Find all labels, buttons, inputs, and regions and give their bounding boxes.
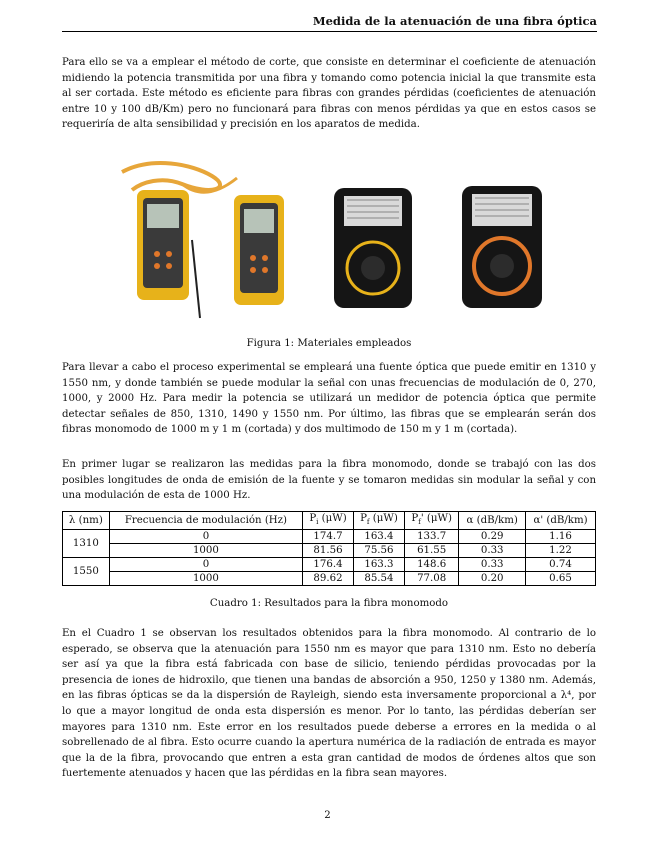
cell-pf: 75.56 xyxy=(353,544,404,558)
figure-caption: Figura 1: Materiales empleados xyxy=(246,338,412,349)
power-meter-right xyxy=(234,195,284,305)
col-frequency: Frecuencia de modulación (Hz) xyxy=(109,512,302,530)
cell-lambda: 1310 xyxy=(63,530,110,558)
results-table xyxy=(62,511,596,586)
paragraph-setup: Para llevar a cabo el proceso experimental se empleará una fuente óptica que puede emitir en 1310 y 1550 nm, y donde también se puede modular la señal con unas frecuencias de modulación de 0, 270, 1000, y 2000 Hz. Para medir la potencia se utilizará un medidor de potencia óptica que permite detectar señales de 850, 1310, 1490 y 1550 nm. Por último, las fibras que se emplearán serán dos fibras monomodo de 1000 m y 1 m (cortada) y dos multimodo de 150 m y 1 m (cortada). xyxy=(62,362,596,436)
table-row xyxy=(63,544,596,558)
power-meter-left xyxy=(137,190,189,300)
cell-pf-prime: 61.55 xyxy=(405,544,459,558)
cell-freq: 0 xyxy=(109,558,302,572)
running-header: Medida de la atenuación de una fibra óptica xyxy=(62,14,597,32)
cell-pi: 81.56 xyxy=(303,544,354,558)
table-row xyxy=(63,572,596,586)
table-header-row xyxy=(63,512,596,530)
cell-alpha-prime: 1.16 xyxy=(526,530,596,544)
cell-pi: 89.62 xyxy=(303,572,354,586)
figure-materials xyxy=(62,160,596,330)
col-pf: $P_f$ (μW) xyxy=(353,512,404,530)
cell-alpha: 0.33 xyxy=(459,544,526,558)
page-number: 2 xyxy=(324,810,331,821)
orange-fiber-cable xyxy=(122,163,220,190)
cell-pi: 174.7 xyxy=(303,530,354,544)
cell-alpha-prime: 0.74 xyxy=(526,558,596,572)
paragraph-monomode: En primer lugar se realizaron las medidas para la fibra monomodo, donde se trabajó con las dos posibles longitudes de onda de emisión de la fuente y se tomaron medidas sin modular la señal y con una modulación de esta de 1000 Hz. xyxy=(62,459,596,502)
cell-freq: 1000 xyxy=(109,572,302,586)
cell-alpha-prime: 1.22 xyxy=(526,544,596,558)
cell-pf: 85.54 xyxy=(353,572,404,586)
cell-alpha-prime: 0.65 xyxy=(526,572,596,586)
cell-pf-prime: 133.7 xyxy=(405,530,459,544)
col-pf-prime: $P_f'$ (μW) xyxy=(405,512,459,530)
cell-freq: 0 xyxy=(109,530,302,544)
paragraph-method: Para ello se va a emplear el método de corte, que consiste en determinar el coeficiente de atenuación midiendo la potencia transmitida por una fibra y tomando como potencia inicial la que transmite esta al ser cortada. Este método es eficiente para fibras con grandes pérdidas (coeficientes de atenuación entre 10 y 100 dB/Km) pero no funcionará para fibras con menos pérdidas ya que en estos casos se requeriría de alta sensibilidad y precisión en los aparatos de medida. xyxy=(62,57,596,131)
cell-alpha: 0.33 xyxy=(459,558,526,572)
cell-freq: 1000 xyxy=(109,544,302,558)
cell-pi: 176.4 xyxy=(303,558,354,572)
col-alpha-prime: α' (dB/km) xyxy=(526,512,596,530)
col-pi: $P_i$ (μW) xyxy=(303,512,354,530)
table-row xyxy=(63,558,596,572)
cell-pf: 163.4 xyxy=(353,530,404,544)
table-row xyxy=(63,530,596,544)
col-alpha: α (dB/km) xyxy=(459,512,526,530)
cell-pf-prime: 148.6 xyxy=(405,558,459,572)
cell-lambda: 1550 xyxy=(63,558,110,586)
table-caption: Cuadro 1: Resultados para la fibra monomodo xyxy=(209,598,449,609)
fiber-spool-case-right xyxy=(462,186,542,308)
cell-alpha: 0.29 xyxy=(459,530,526,544)
fiber-spool-case-left xyxy=(334,188,412,308)
cell-pf-prime: 77.08 xyxy=(405,572,459,586)
col-lambda: λ (nm) xyxy=(63,512,110,530)
black-fiber-lead xyxy=(192,240,200,318)
cell-pf: 163.3 xyxy=(353,558,404,572)
paragraph-discussion: En el Cuadro 1 se observan los resultados obtenidos para la fibra monomodo. Al contrario de lo esperado, se observa que la atenuación para 1550 nm es mayor que para 1310 nm. Esto no debería ser así ya que la fibra está fabricada con base de silicio, teniendo pérdidas provocadas por la presencia de iones de hidroxilo, que tienen una bandas de absorción a 950, 1250 y 1380 nm. Además, en las fibras ópticas se da la dispersión de Rayleigh, siendo esta inversamente proporcional a λ⁴, por lo que a mayor longitud de onda esta dispersión es menor. Por lo tanto, las pérdidas deberían ser mayores para 1310 nm. Este error en los resultados puede deberse a errores en la medida o al sobrellenado de al fibra. Esto ocurre cuando la apertura numérica de la radiación de entrada es mayor que la de la fibra, provocando que entren a esta gran cantidad de modos de órdenes altos que son fuertemente atenuados y hacen que las pérdidas en la fibra sean mayores. xyxy=(62,628,596,780)
cell-alpha: 0.20 xyxy=(459,572,526,586)
